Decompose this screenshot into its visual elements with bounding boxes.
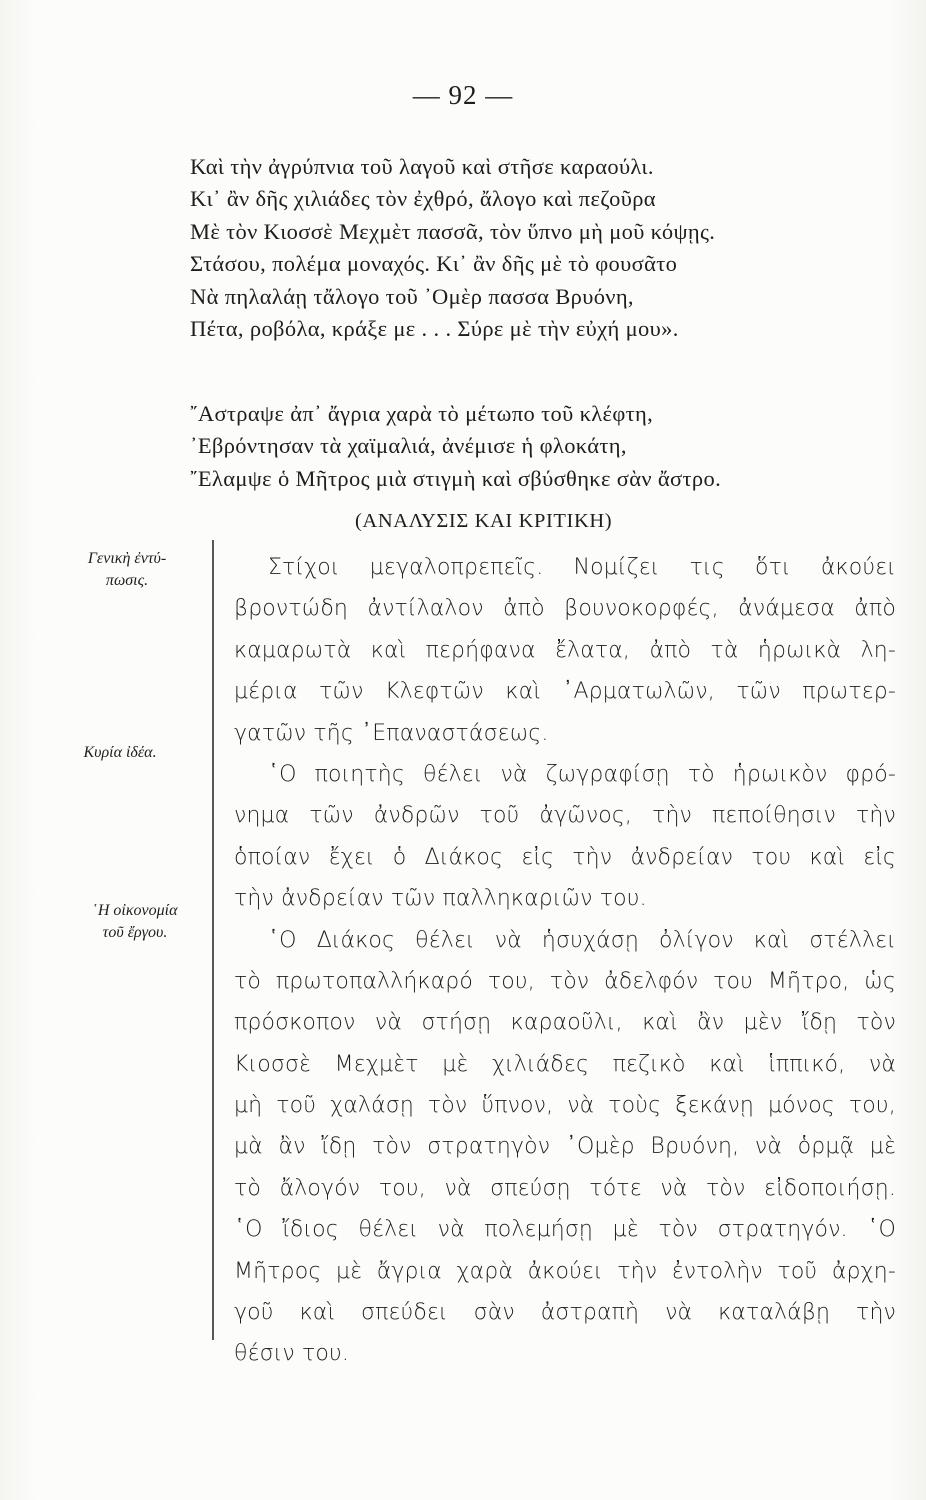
- word: σπεύδει: [360, 1300, 448, 1326]
- margin-note-line: τοῦ ἔργου.: [102, 924, 168, 941]
- verse-line: Πέτα, ροβόλα, κράξε με . . . Σύρε μὲ τὴν εὐχή μου».: [190, 315, 679, 341]
- word: καὶ: [370, 637, 407, 663]
- word: μὲν: [743, 1010, 783, 1036]
- word: μὲ: [869, 1134, 896, 1160]
- word: στήσῃ: [421, 1010, 492, 1036]
- word: μὲ: [335, 1258, 363, 1284]
- word: Μῆτρο,: [767, 968, 850, 994]
- word: ποιητὴς: [314, 761, 405, 787]
- prose-line: [234, 961, 896, 1002]
- word: καμαρωτὰ: [234, 637, 352, 663]
- margin-note-line: πωσις.: [105, 572, 149, 589]
- word: νὰ: [754, 1134, 782, 1160]
- word: ἄγρια: [376, 1258, 442, 1284]
- verse-line: ῎Αστραψε ἀπ᾽ ἄγρια χαρὰ τὸ μέτωπο τοῦ κλέφτη,: [190, 401, 654, 426]
- word: εἰς: [521, 844, 555, 870]
- word: ἡσυχάσῃ: [541, 927, 639, 953]
- word: θέλει: [415, 927, 475, 953]
- word: θέλει: [358, 1217, 418, 1243]
- word: χαλάσῃ: [330, 1093, 414, 1119]
- word: Διάκος: [316, 927, 396, 953]
- word: ῾Ο: [867, 1217, 896, 1243]
- word: σπεύσῃ: [490, 1175, 571, 1201]
- word: καταλάβῃ: [718, 1300, 831, 1326]
- word: ἀπὸ: [503, 596, 545, 622]
- word: τῶν: [736, 679, 781, 705]
- word: ἂν: [278, 1134, 306, 1160]
- word: του: [751, 844, 792, 870]
- prose-line: [234, 630, 896, 671]
- word: Βρυόνη,: [650, 1134, 740, 1160]
- prose-line: [234, 588, 896, 629]
- word: μὰ: [234, 1134, 263, 1160]
- prose-line: [234, 1044, 896, 1085]
- word: ζωγραφίσῃ: [545, 761, 670, 787]
- prose-line: [234, 795, 896, 836]
- word: ἀρχη-: [831, 1258, 896, 1284]
- word: μέρια: [234, 679, 298, 705]
- word: ἀνδρῶν: [373, 803, 460, 829]
- word: Κλεφτῶν: [385, 679, 484, 705]
- word: τότε: [589, 1175, 642, 1201]
- word: ἐντολὴν: [671, 1258, 763, 1284]
- page-number: — 92 —: [412, 80, 514, 110]
- word: πρόσκοπον: [234, 1010, 356, 1036]
- prose-line: [234, 1168, 896, 1209]
- word: καὶ: [299, 1300, 336, 1326]
- section-heading: (ΑΝΑΛΥΣΙΣ ΚΑΙ ΚΡΙΤΙΚΗ): [355, 510, 613, 532]
- word: τοὺς: [608, 1093, 662, 1119]
- word: ἡρωικὰ: [757, 637, 842, 663]
- word: ῾Ο: [234, 1217, 263, 1243]
- word: τὴν: [855, 803, 896, 829]
- word: στρατηγὸν: [427, 1134, 551, 1160]
- verse-line: Μὲ τὸν Κιοσσὲ Μεχμὲτ πασσᾶ, τὸν ὕπνο μὴ μοῦ κόψῃς.: [190, 218, 716, 244]
- prose-line: [234, 1251, 896, 1292]
- prose-line: [234, 713, 896, 754]
- word: λη-: [860, 637, 896, 663]
- word: ὁρμᾷ: [797, 1134, 855, 1160]
- word: ἀνδρείαν: [630, 844, 734, 870]
- word: ἴδιος: [282, 1217, 339, 1243]
- word: ὁ: [392, 844, 407, 870]
- word: τὸν: [658, 1217, 698, 1243]
- word: ἂν: [697, 1010, 725, 1036]
- word: τὸ: [234, 1175, 262, 1201]
- word: ἀπὸ: [854, 596, 896, 622]
- prose-line: [234, 671, 896, 712]
- word: ὕπνον,: [481, 1093, 554, 1119]
- word: ῾Ο: [268, 927, 297, 953]
- word: ᾽Ομὲρ: [565, 1134, 635, 1160]
- word: τῆς: [313, 720, 354, 746]
- word: σὰν: [473, 1300, 515, 1326]
- word: τὴν: [856, 1300, 896, 1326]
- word: ῾Ο: [268, 761, 297, 787]
- word: νὰ: [444, 1175, 472, 1201]
- word: του,: [378, 1175, 426, 1201]
- word: νὰ: [665, 1300, 693, 1326]
- word: καὶ: [505, 679, 541, 705]
- verse-line: Νὰ πηλαλάῃ τἄλογο τοῦ ᾽Ομὲρ πασσα Βρυόνη,: [190, 283, 634, 309]
- word: τὸν: [706, 1175, 746, 1201]
- word: ἄλογόν: [279, 1175, 361, 1201]
- verse-stanza-2: [190, 398, 880, 495]
- word: μεγαλοπρεπεῖς.: [369, 555, 544, 580]
- word: τῶν: [309, 803, 354, 829]
- word: ἀπὸ: [649, 637, 692, 663]
- word: του,: [848, 1093, 896, 1119]
- margin-note-general-impression: [52, 548, 202, 592]
- word: ᾽Αρματωλῶν,: [562, 679, 715, 705]
- word: ἔλατα,: [555, 637, 631, 663]
- verse-line: ῎Ελαμψε ὁ Μῆτρος μιὰ στιγμὴ καὶ σβύσθηκε σὰν ἄστρο.: [190, 465, 722, 491]
- word: νὰ: [567, 1093, 595, 1119]
- word: εἰδοποιήσῃ.: [764, 1175, 896, 1201]
- margin-note-main-idea: Κυρία ἰδέα.: [83, 744, 157, 761]
- word: του: [713, 968, 754, 994]
- word: του,: [487, 968, 535, 994]
- word: καὶ: [642, 1010, 678, 1036]
- word: νὰ: [660, 1175, 688, 1201]
- word: χιλιάδες: [491, 1051, 590, 1077]
- verse-line: Κι᾽ ἂν δῆς χιλιάδες τὸν ἐχθρό, ἄλογο καὶ πεζοῦρα: [190, 186, 656, 212]
- prose-body: [234, 547, 896, 1375]
- word: εἰς: [863, 844, 896, 870]
- word: τὴν: [617, 1258, 658, 1284]
- word: ἔχει: [328, 844, 375, 870]
- verse-line: Στάσου, πολέμα μοναχός. Κι᾽ ἂν δῆς μὲ τὸ φουσᾶτο: [190, 251, 678, 277]
- word: ᾽Επαναστάσεως.: [361, 720, 549, 746]
- word: τὸν: [372, 1134, 412, 1160]
- word: πεζικὸ: [612, 1051, 686, 1077]
- word: μὲ: [442, 1051, 469, 1077]
- word: τοῦ: [276, 1093, 317, 1119]
- word: πρωτοπαλλήκαρό: [275, 968, 474, 994]
- word: τοῦ: [777, 1258, 818, 1284]
- word: νὰ: [437, 1217, 465, 1243]
- prose-line: [234, 878, 896, 919]
- prose-line: [234, 837, 896, 878]
- prose-line: [234, 920, 896, 961]
- word: γατῶν: [234, 720, 307, 746]
- word: του.: [302, 1341, 350, 1367]
- word: φρό-: [845, 761, 896, 787]
- word: τις: [689, 555, 725, 580]
- word: τὴν: [234, 886, 274, 912]
- word: Στίχοι: [268, 555, 340, 580]
- word: καραοῦλι,: [510, 1010, 623, 1036]
- word: ἱππικό,: [768, 1051, 846, 1077]
- word: Διάκος: [424, 844, 504, 870]
- word: Κιοσσὲ: [234, 1051, 312, 1077]
- word: χαρὰ: [456, 1258, 514, 1284]
- word: νὰ: [868, 1051, 896, 1077]
- verse-stanza-1: [190, 151, 880, 345]
- margin-note-line: Γενικὴ ἐντύ-: [87, 550, 167, 567]
- prose-line: [234, 1333, 896, 1374]
- word: ἀγῶνος,: [539, 803, 633, 829]
- word: ἀντίλαλον: [367, 596, 484, 622]
- prose-line: [234, 1209, 896, 1250]
- prose-line: [234, 754, 896, 795]
- word: μόνος: [768, 1093, 835, 1119]
- word: βροντώδη: [234, 596, 349, 622]
- word: νὰ: [374, 1010, 403, 1036]
- word: ἀκούει: [527, 1258, 603, 1284]
- prose-line: [234, 547, 896, 588]
- word: μὴ: [234, 1093, 263, 1119]
- word: μὲ: [612, 1217, 639, 1243]
- word: παλληκαριῶν: [442, 886, 593, 912]
- word: βουνοκορφές,: [564, 596, 719, 622]
- word: θέλει: [422, 761, 483, 787]
- word: ἡρωικὸν: [732, 761, 828, 787]
- verse-line: Καὶ τὴν ἀγρύπνια τοῦ λαγοῦ καὶ στῆσε καραούλι.: [190, 154, 654, 179]
- word: πρωτερ-: [802, 679, 896, 705]
- prose-line: [234, 1126, 896, 1167]
- margin-note-structure: [60, 900, 210, 944]
- prose-line: [234, 1085, 896, 1126]
- verse-line: ᾽Εβρόντησαν τὰ χαϊμαλιά, ἀνέμισε ἡ φλοκάτη,: [190, 433, 627, 459]
- word: ἀδελφόν: [604, 968, 699, 994]
- word: καὶ: [753, 927, 790, 953]
- word: τὸ: [687, 761, 715, 787]
- word: τὸ: [234, 968, 262, 994]
- word: ἴδῃ: [321, 1134, 357, 1160]
- word: περήφανα: [425, 637, 536, 663]
- word: νὰ: [500, 761, 528, 787]
- word: ἀκούει: [820, 555, 896, 580]
- word: τὸν: [549, 968, 590, 994]
- word: τὴν: [572, 844, 613, 870]
- word: πολεμήσῃ: [484, 1217, 594, 1243]
- word: τῶν: [390, 886, 436, 912]
- word: ὀλίγον: [659, 927, 734, 953]
- margin-note-line: ῾Η οἰκονομία: [92, 902, 178, 919]
- word: τὸν: [856, 1010, 896, 1036]
- word: Νομίζει: [573, 555, 660, 580]
- word: ἀνάμεσα: [738, 596, 835, 622]
- word: τὸν: [427, 1093, 468, 1119]
- prose-line: [234, 1292, 896, 1333]
- word: του.: [599, 886, 647, 912]
- word: ὡς: [864, 968, 896, 994]
- margin-rule: [212, 540, 214, 1340]
- word: ὁποίαν: [234, 844, 311, 870]
- word: Μῆτρος: [234, 1258, 322, 1284]
- word: στρατηγόν.: [717, 1217, 848, 1243]
- word: νὰ: [494, 927, 522, 953]
- word: τὰ: [710, 637, 739, 663]
- word: στέλλει: [809, 927, 896, 953]
- word: καὶ: [809, 844, 845, 870]
- word: ξεκάνῃ: [675, 1093, 755, 1119]
- word: Μεχμὲτ: [334, 1051, 419, 1077]
- word: ὅτι: [754, 555, 791, 580]
- prose-line: [234, 1002, 896, 1043]
- word: γοῦ: [234, 1300, 274, 1326]
- word: θέσιν: [234, 1341, 295, 1367]
- word: ἀνδρείαν: [281, 886, 384, 912]
- word: τῶν: [319, 679, 364, 705]
- word: τὴν: [652, 803, 692, 829]
- word: τοῦ: [479, 803, 520, 829]
- word: καὶ: [709, 1051, 745, 1077]
- word: ἴδῃ: [801, 1010, 838, 1036]
- word: πεποίθησιν: [711, 803, 836, 829]
- word: νημα: [234, 803, 290, 829]
- word: ἀστραπὴ: [540, 1300, 640, 1326]
